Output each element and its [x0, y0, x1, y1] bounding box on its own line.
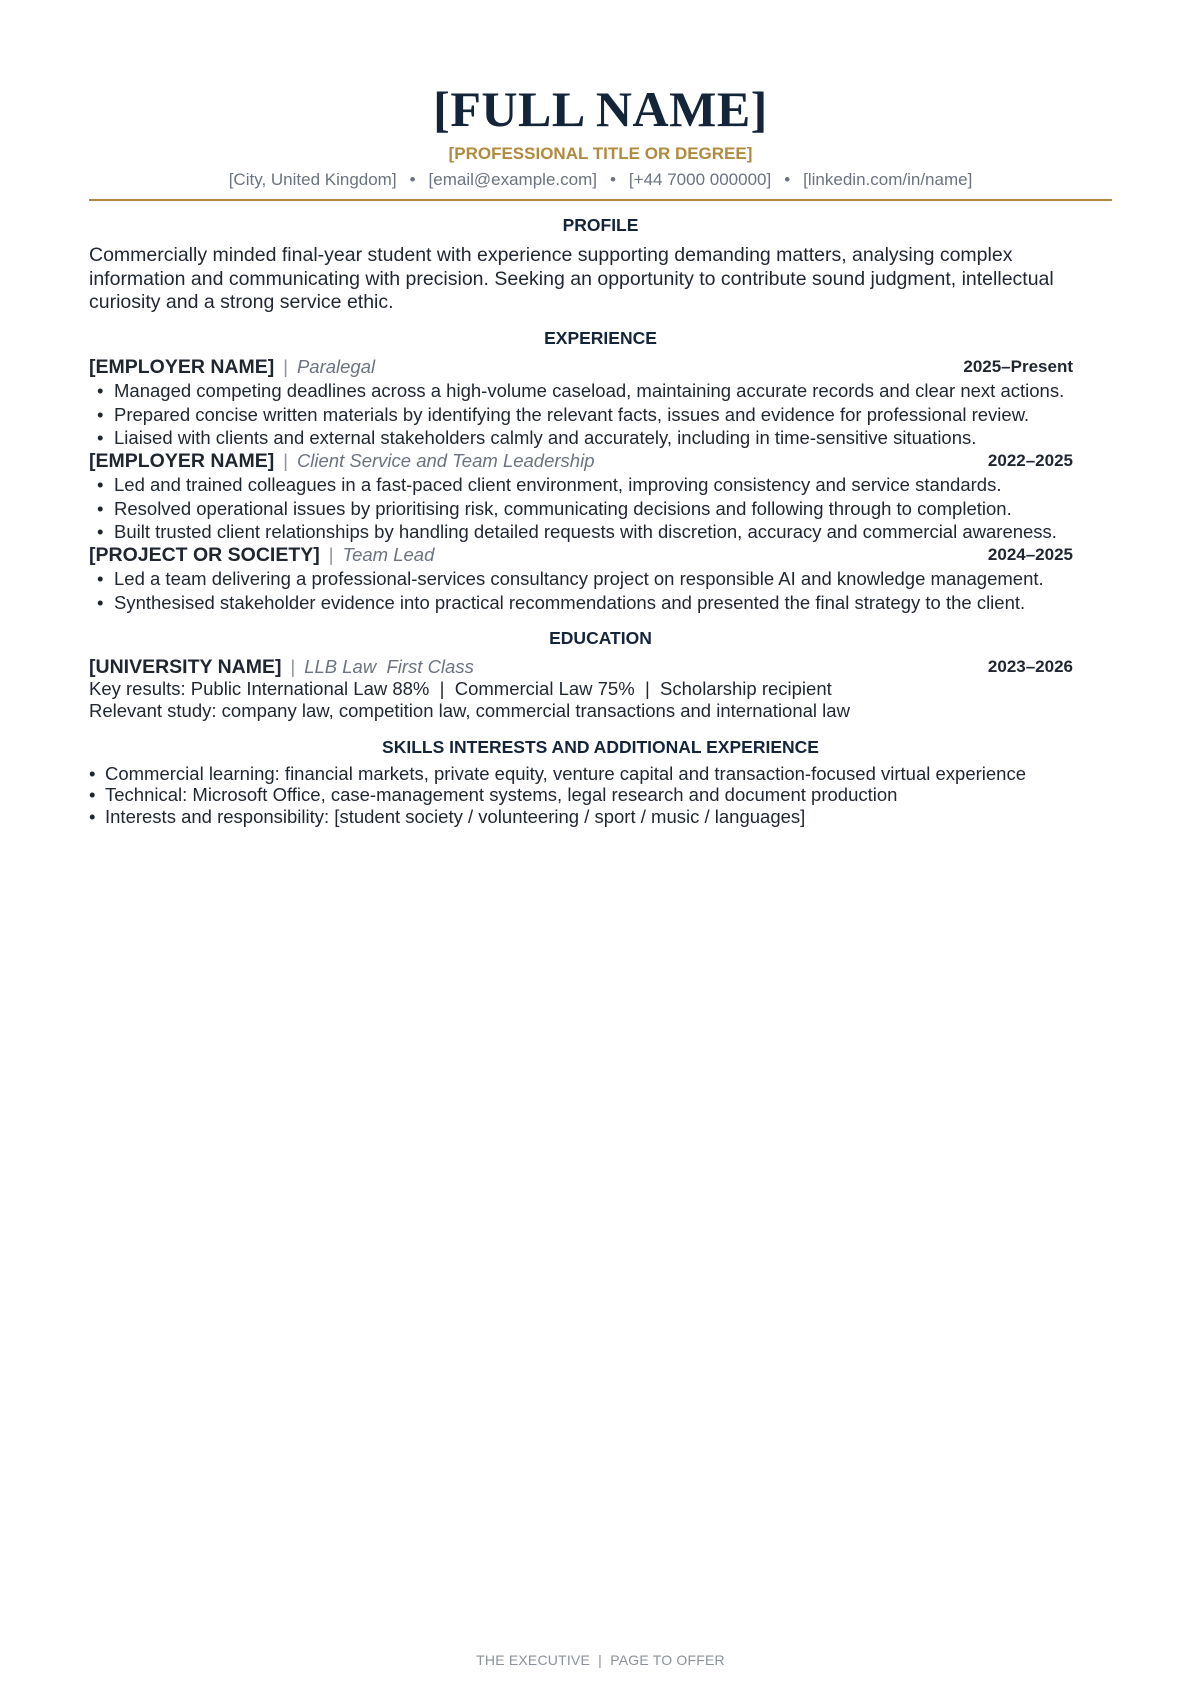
contact-location: [City, United Kingdom]: [228, 170, 397, 189]
list-item: • Liaised with clients and external stakeholders calmly and accurately, including in time-sensitive situations.: [97, 426, 1107, 450]
project-name: [PROJECT OR SOCIETY]: [89, 544, 320, 566]
entry-dates: 2022–2025: [987, 451, 1073, 470]
experience-entry-header: [89, 355, 1073, 379]
pipe-separator: |: [290, 657, 296, 677]
entry-dates: 2024–2025: [987, 545, 1073, 564]
experience-bullet-list: [97, 379, 1107, 450]
contact-email: [email@example.com]: [428, 170, 597, 189]
relevant-study: Relevant study: company law, competition law, commercial transactions and international law: [89, 700, 850, 721]
pipe-separator: |: [283, 357, 288, 377]
profile-summary: Commercially minded final-year student with experience supporting demanding matters, analysing complex information and communicating with precision. Seeking an opportunity to contribute sound judgment, intellectual curiosity and a strong service ethic.: [89, 244, 1054, 313]
list-item: • Technical: Microsoft Office, case-management systems, legal research and document production: [89, 784, 1112, 805]
list-item: • Commercial learning: financial markets, private equity, venture capital and transaction-focused virtual experience: [89, 763, 1112, 784]
contact-line: [89, 170, 1112, 190]
education-heading: EDUCATION: [549, 628, 652, 648]
key-results: Key results: Public International Law 88% | Commercial Law 75% | Scholarship recipient: [89, 678, 832, 699]
skills-list: [89, 763, 1112, 827]
job-role: Client Service and Team Leadership: [296, 450, 595, 471]
degree: LLB Law First Class: [304, 656, 474, 677]
contact-separator: •: [784, 170, 791, 189]
contact-linkedin: [linkedin.com/in/name]: [803, 170, 973, 189]
resume-header: [89, 80, 1112, 190]
profile-heading: PROFILE: [562, 215, 639, 235]
contact-phone: [+44 7000 000000]: [628, 170, 772, 189]
list-item: • Led and trained colleagues in a fast-paced client environment, improving consistency and service standards.: [97, 473, 1107, 497]
entry-dates: 2025–Present: [963, 357, 1073, 376]
list-item: • Prepared concise written materials by identifying the relevant facts, issues and evidence for professional review.: [97, 403, 1107, 427]
university-name: [UNIVERSITY NAME]: [89, 656, 282, 678]
pipe-separator: |: [283, 451, 288, 471]
professional-title: [PROFESSIONAL TITLE OR DEGREE]: [448, 144, 753, 163]
list-item: • Built trusted client relationships by handling detailed requests with discretion, accuracy and commercial awareness.: [97, 520, 1107, 544]
employer-name: [EMPLOYER NAME]: [89, 356, 275, 378]
list-item: • Interests and responsibility: [student society / volunteering / sport / music / languages]: [89, 806, 1112, 827]
full-name: [FULL NAME]: [433, 81, 768, 137]
experience-entry-header: [89, 543, 1073, 567]
contact-separator: •: [409, 170, 416, 189]
experience-bullet-list: [97, 567, 1107, 614]
list-item: • Managed competing deadlines across a high-volume caseload, maintaining accurate records and clear next actions.: [97, 379, 1107, 403]
job-role: Team Lead: [342, 544, 435, 565]
skills-heading: SKILLS INTERESTS AND ADDITIONAL EXPERIENCE: [382, 737, 819, 757]
list-item: • Led a team delivering a professional-services consultancy project on responsible AI and knowledge management.: [97, 567, 1107, 591]
job-role: Paralegal: [296, 356, 376, 377]
education-entry-header: [89, 655, 1073, 679]
page-footer: THE EXECUTIVE | PAGE TO OFFER: [476, 1652, 725, 1668]
pipe-separator: |: [328, 545, 334, 565]
experience-bullet-list: [97, 473, 1107, 544]
list-item: • Synthesised stakeholder evidence into practical recommendations and presented the final strategy to the client.: [97, 591, 1107, 615]
header-divider: [89, 199, 1112, 201]
entry-dates: 2023–2026: [987, 657, 1073, 676]
employer-name: [EMPLOYER NAME]: [89, 450, 275, 472]
experience-heading: EXPERIENCE: [544, 328, 657, 348]
contact-separator: •: [609, 170, 616, 189]
experience-entry-header: [89, 449, 1073, 473]
list-item: • Resolved operational issues by prioritising risk, communicating decisions and following through to completion.: [97, 497, 1107, 521]
